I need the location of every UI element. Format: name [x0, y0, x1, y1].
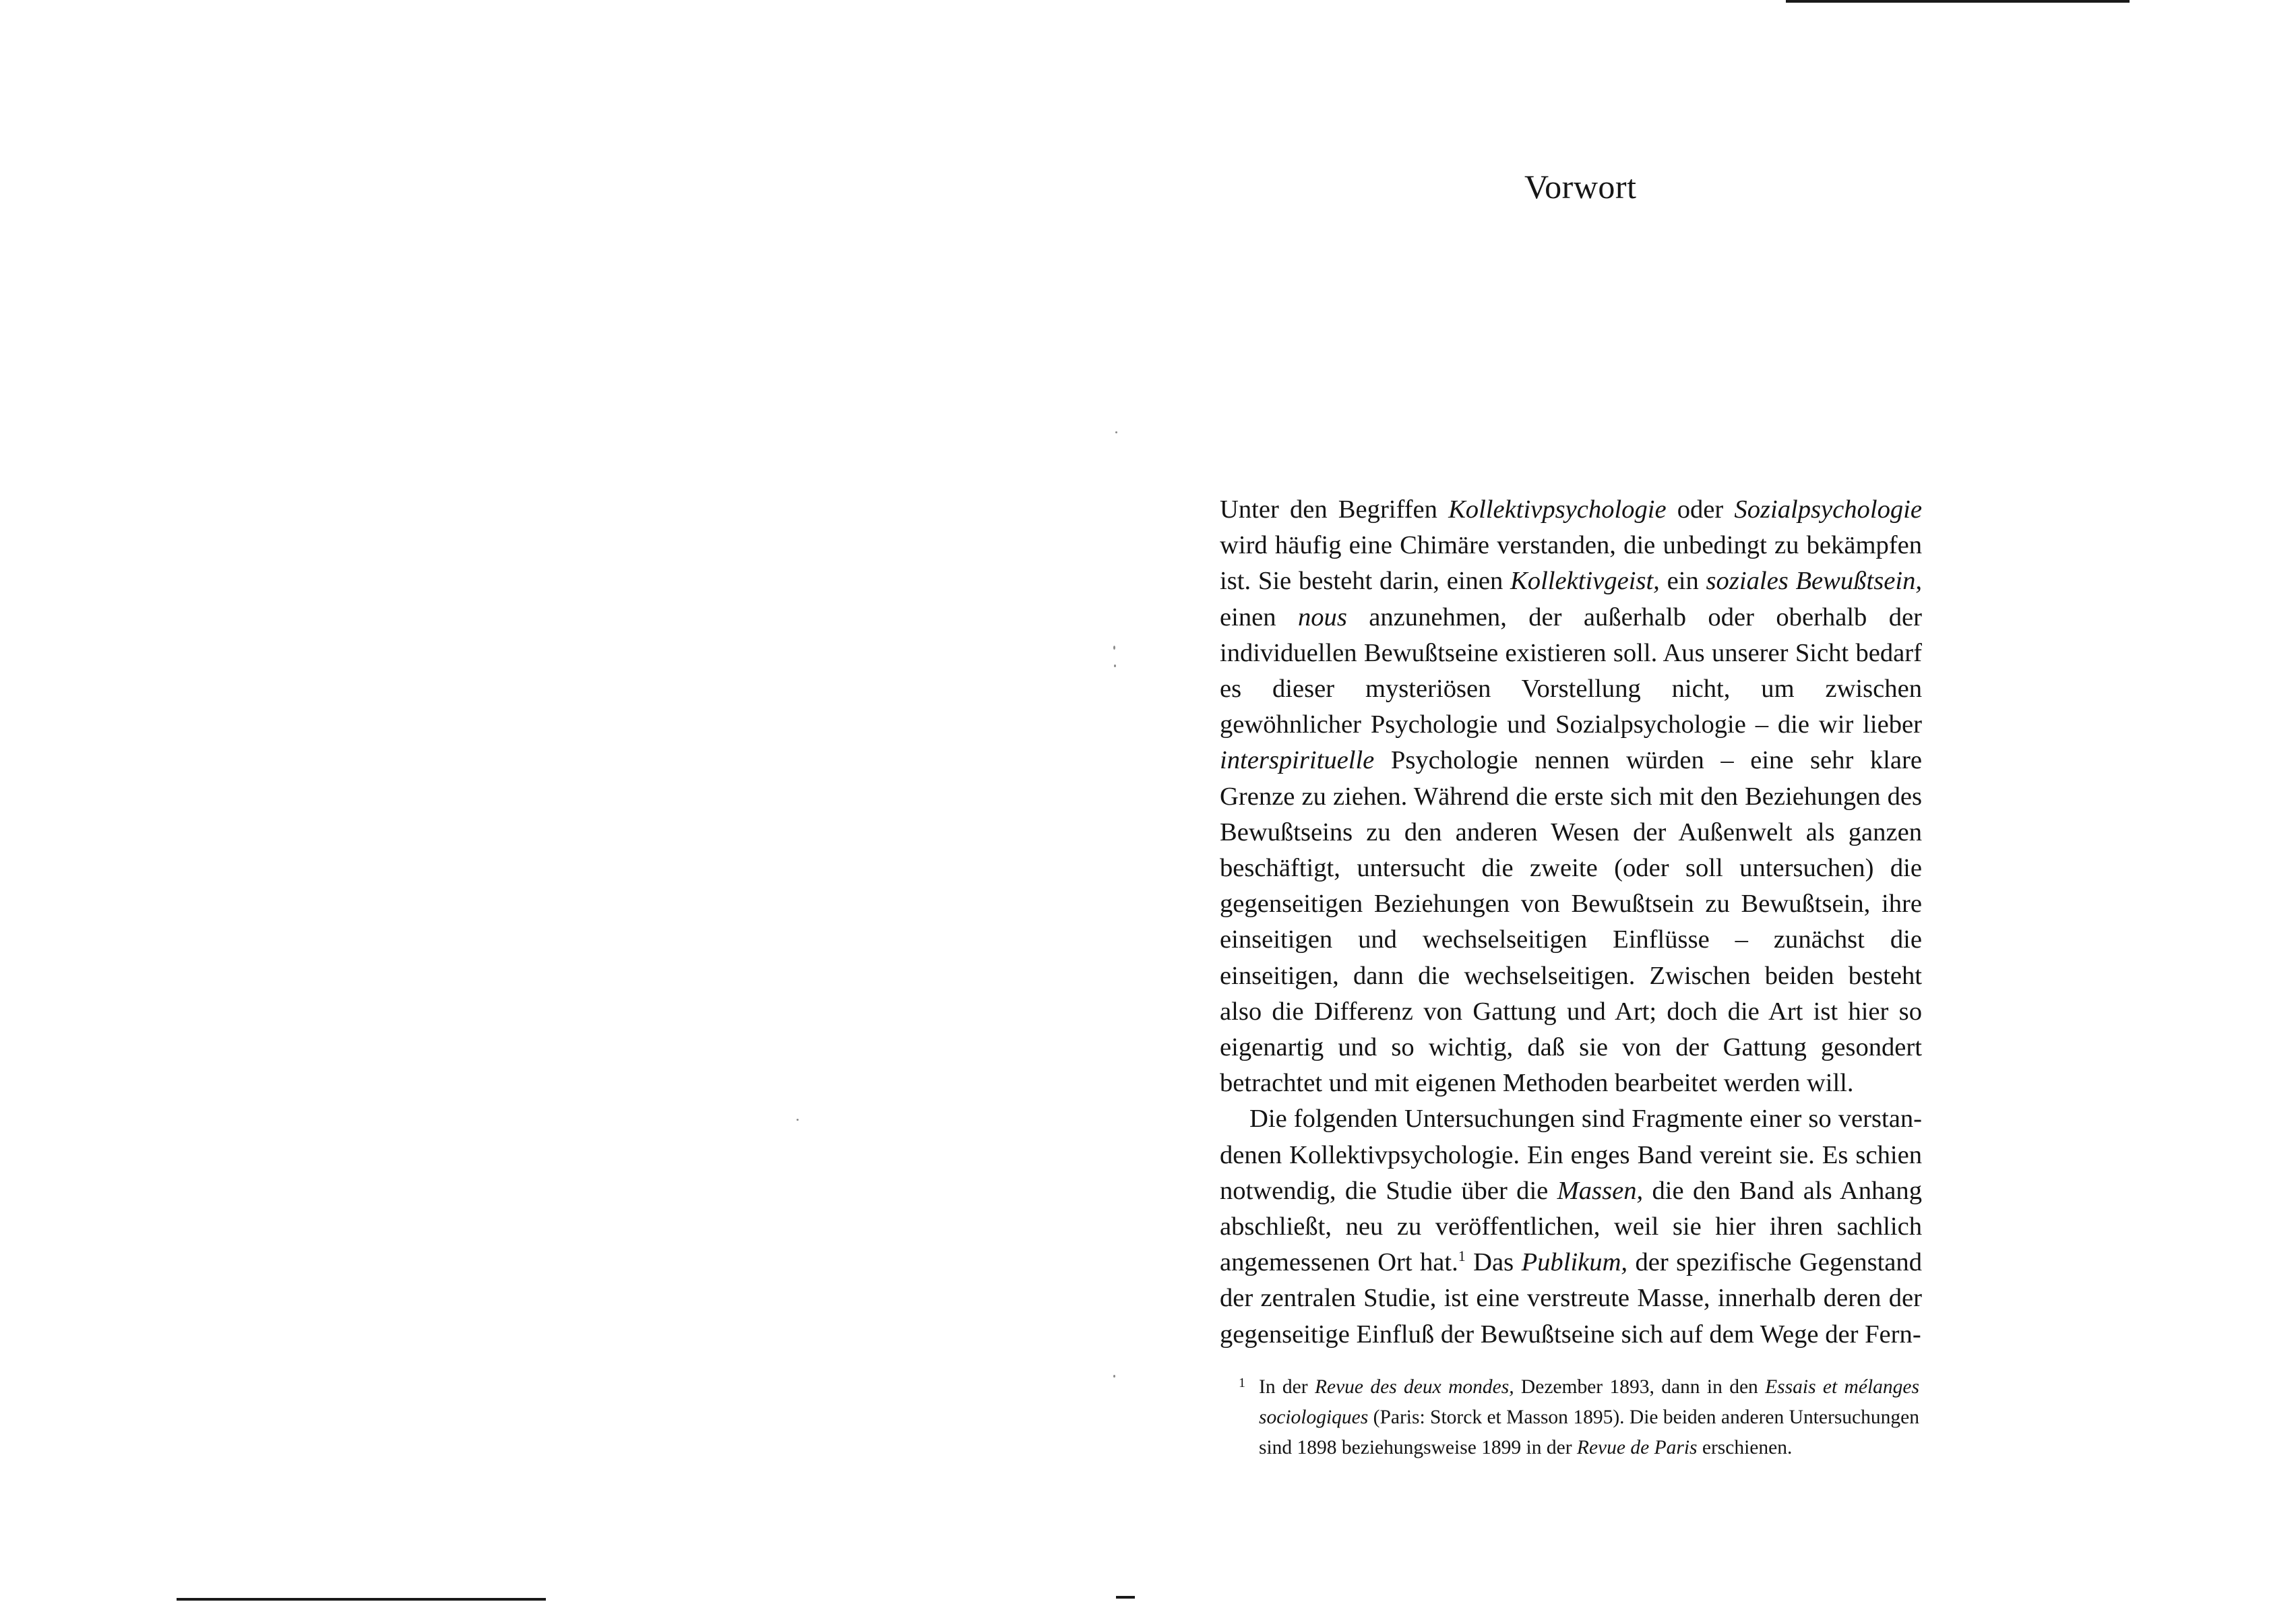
- italic-term: Publikum,: [1521, 1248, 1628, 1277]
- page-title: Vorwort: [1524, 168, 1637, 206]
- text-run: Unter den Begriffen: [1220, 495, 1449, 524]
- footnote-text: [1259, 1372, 1919, 1463]
- italic-term: Kollektivpsychologie: [1448, 495, 1667, 524]
- text-run: (Paris: Storck et Masson 1895). Die beiden anderen Untersuchungen sind 1898 beziehungsweise 1899 in der: [1259, 1407, 1919, 1458]
- text-run: Das: [1465, 1248, 1522, 1277]
- bottom-left-edge-line: [177, 1598, 546, 1601]
- text-run: anzunehmen, der außerhalb oder oberhalb der individuellen Bewußtseine existieren soll. Aus unserer Sicht bedarf es dieser mysteriösen Vorstellung nicht, um zwischen gewöhnlicher Psychologie und Sozialpsychologie – die wir lieber: [1220, 603, 1923, 739]
- footnote: [1239, 1372, 1919, 1463]
- scan-speck: [1113, 646, 1115, 650]
- italic-term: Kollektivgeist,: [1510, 567, 1660, 596]
- bottom-center-edge-mark: [1116, 1596, 1135, 1599]
- top-edge-line: [1786, 0, 2130, 3]
- italic-term: nous: [1297, 603, 1347, 631]
- text-run: Die folgenden Untersuchungen sind Fragmente einer so verstandenen Kollektivpsychologie. Ein enges Band vereint sie. Es schien notwendig, die Studie über die: [1220, 1105, 1922, 1205]
- scan-speck: [1114, 665, 1116, 667]
- italic-term: Essais et mélanges sociologiques: [1259, 1376, 1919, 1428]
- scan-speck: [1113, 1375, 1115, 1378]
- scan-speck: [797, 1119, 799, 1121]
- italic-term: Sozialpsychologie: [1734, 495, 1922, 524]
- paragraph: [1220, 492, 1922, 1101]
- text-run: einen: [1220, 603, 1298, 631]
- paragraph: [1220, 1101, 1922, 1352]
- footnote-mark: 1: [1239, 1376, 1245, 1390]
- italic-term: Massen,: [1557, 1176, 1644, 1205]
- italic-term: Revue de Paris: [1576, 1437, 1698, 1458]
- italic-term: Revue des deux mondes,: [1314, 1376, 1514, 1398]
- text-run: Dezember 1893, dann in den: [1514, 1376, 1766, 1398]
- body-text: [1220, 492, 1922, 1353]
- text-run: die den Band als Anhang abschließt, neu zu veröffentlichen, weil sie hier ihren sachlich angemessenen Ort hat.: [1220, 1176, 1922, 1277]
- italic-term: interspirituelle: [1220, 746, 1375, 775]
- text-run: wird häufig eine Chimäre verstanden, die unbedingt zu bekämpfen ist. Sie besteht darin, einen: [1220, 531, 1922, 596]
- text-run: In der: [1259, 1376, 1315, 1398]
- text-run: oder: [1666, 495, 1735, 524]
- footnote-reference: 1: [1458, 1247, 1466, 1265]
- scan-speck: [1115, 431, 1117, 433]
- text-run: der spezifische Gegenstand der zentralen Studie, ist eine verstreute Masse, innerhalb deren der gegenseitige Einfluß der Bewußtseine sich auf dem Wege der Fern-: [1220, 1248, 1923, 1349]
- text-run: erschienen.: [1697, 1437, 1793, 1458]
- text-run: Psychologie nennen würden – eine sehr klare Grenze zu ziehen. Während die erste sich mit den Beziehungen des Bewußtseins zu den anderen Wesen der Außenwelt als ganzen beschäftigt, untersucht die zweite (oder soll untersuchen) die gegenseitigen Beziehungen von Bewußtsein zu Bewußtsein, ihre einseitigen und wechselseitigen Einflüsse – zunächst die einseitigen, dann die wechselseitigen. Zwischen beiden besteht also die Differenz von Gattung und Art; doch die Art ist hier so eigenartig und so wichtig, daß sie von der Gattung gesondert betrachtet und mit eigenen Methoden bearbeitet werden will.: [1220, 746, 1922, 1098]
- italic-term: soziales Bewußtsein,: [1706, 567, 1922, 596]
- text-run: ein: [1659, 567, 1706, 596]
